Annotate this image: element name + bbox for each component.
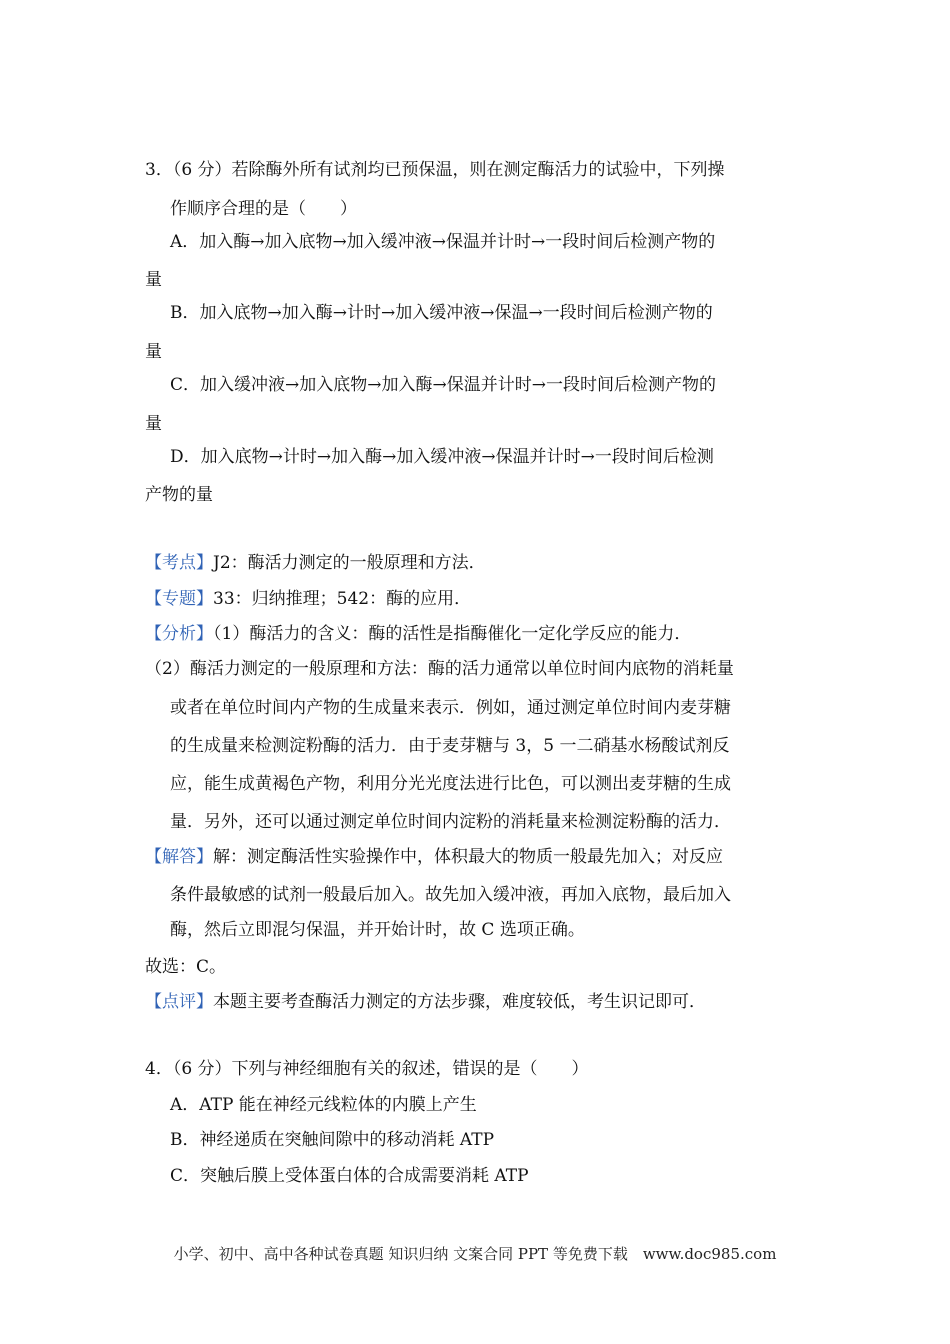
guxuan-line: 故选：C。 <box>145 957 227 977</box>
jieda-line-1 <box>145 845 723 869</box>
dianping-line <box>145 990 706 1014</box>
q4-option-c: C．突触后膜上受体蛋白体的合成需要消耗 ATP <box>170 1166 529 1186</box>
fenxi-tag: 【分析】 <box>145 624 213 644</box>
q3-option-d-line-2: 产物的量 <box>145 485 213 505</box>
fenxi-line-2: （2）酶活力测定的一般原理和方法：酶的活力通常以单位时间内底物的消耗量 <box>145 659 734 679</box>
q4-option-a: A．ATP 能在神经元线粒体的内膜上产生 <box>170 1095 477 1115</box>
q3-option-b-line-1: B．加入底物→加入酶→计时→加入缓冲液→保温→一段时间后检测产物的 <box>170 303 713 323</box>
q3-option-c-line-1: C．加入缓冲液→加入底物→加入酶→保温并计时→一段时间后检测产物的 <box>170 375 716 395</box>
kaodian-line <box>145 551 486 575</box>
jieda-tag: 【解答】 <box>145 847 213 867</box>
q3-stem-line-2: 作顺序合理的是（ ） <box>170 199 357 219</box>
jieda-text-1: 解：测定酶活性实验操作中，体积最大的物质一般最先加入；对反应 <box>213 847 723 867</box>
fenxi-line-6: 量．另外，还可以通过测定单位时间内淀粉的消耗量来检测淀粉酶的活力． <box>170 812 731 832</box>
q3-option-c-line-2: 量 <box>145 414 162 434</box>
zhuanti-line <box>145 587 471 611</box>
fenxi-line-3: 或者在单位时间内产物的生成量来表示．例如，通过测定单位时间内麦芽糖 <box>170 698 731 718</box>
q3-option-a-line-2: 量 <box>145 270 162 290</box>
page-footer: 小学、初中、高中各种试卷真题 知识归纳 文案合同 PPT 等免费下载 www.doc985.com <box>173 1245 777 1263</box>
jieda-line-3: 酶，然后立即混匀保温，并开始计时，故 C 选项正确。 <box>170 920 585 940</box>
fenxi-line-5: 应，能生成黄褐色产物，利用分光光度法进行比色，可以测出麦芽糖的生成 <box>170 774 731 794</box>
fenxi-line-4: 的生成量来检测淀粉酶的活力．由于麦芽糖与 3，5 一二硝基水杨酸试剂反 <box>170 736 730 756</box>
dianping-tag: 【点评】 <box>145 992 213 1012</box>
kaodian-text: J2：酶活力测定的一般原理和方法． <box>213 553 486 573</box>
q4-option-b: B．神经递质在突触间隙中的移动消耗 ATP <box>170 1130 495 1150</box>
dianping-text: 本题主要考查酶活力测定的方法步骤，难度较低，考生识记即可． <box>213 992 706 1012</box>
q3-option-a-line-1: A．加入酶→加入底物→加入缓冲液→保温并计时→一段时间后检测产物的 <box>170 232 716 252</box>
q3-option-b-line-2: 量 <box>145 342 162 362</box>
jieda-line-2: 条件最敏感的试剂一般最后加入。故先加入缓冲液，再加入底物，最后加入 <box>170 885 731 905</box>
fenxi-line-1 <box>145 622 691 646</box>
q4-stem: 4．（6 分）下列与神经细胞有关的叙述，错误的是（ ） <box>145 1059 589 1079</box>
kaodian-tag: 【考点】 <box>145 553 213 573</box>
zhuanti-text: 33：归纳推理；542：酶的应用． <box>213 589 472 609</box>
fenxi-text-1: （1）酶活力的含义：酶的活性是指酶催化一定化学反应的能力． <box>213 624 692 644</box>
q3-option-d-line-1: D．加入底物→计时→加入酶→加入缓冲液→保温并计时→一段时间后检测 <box>170 447 714 467</box>
q3-stem-line-1: 3．（6 分）若除酶外所有试剂均已预保温，则在测定酶活力的试验中，下列操 <box>145 160 725 180</box>
zhuanti-tag: 【专题】 <box>145 589 213 609</box>
